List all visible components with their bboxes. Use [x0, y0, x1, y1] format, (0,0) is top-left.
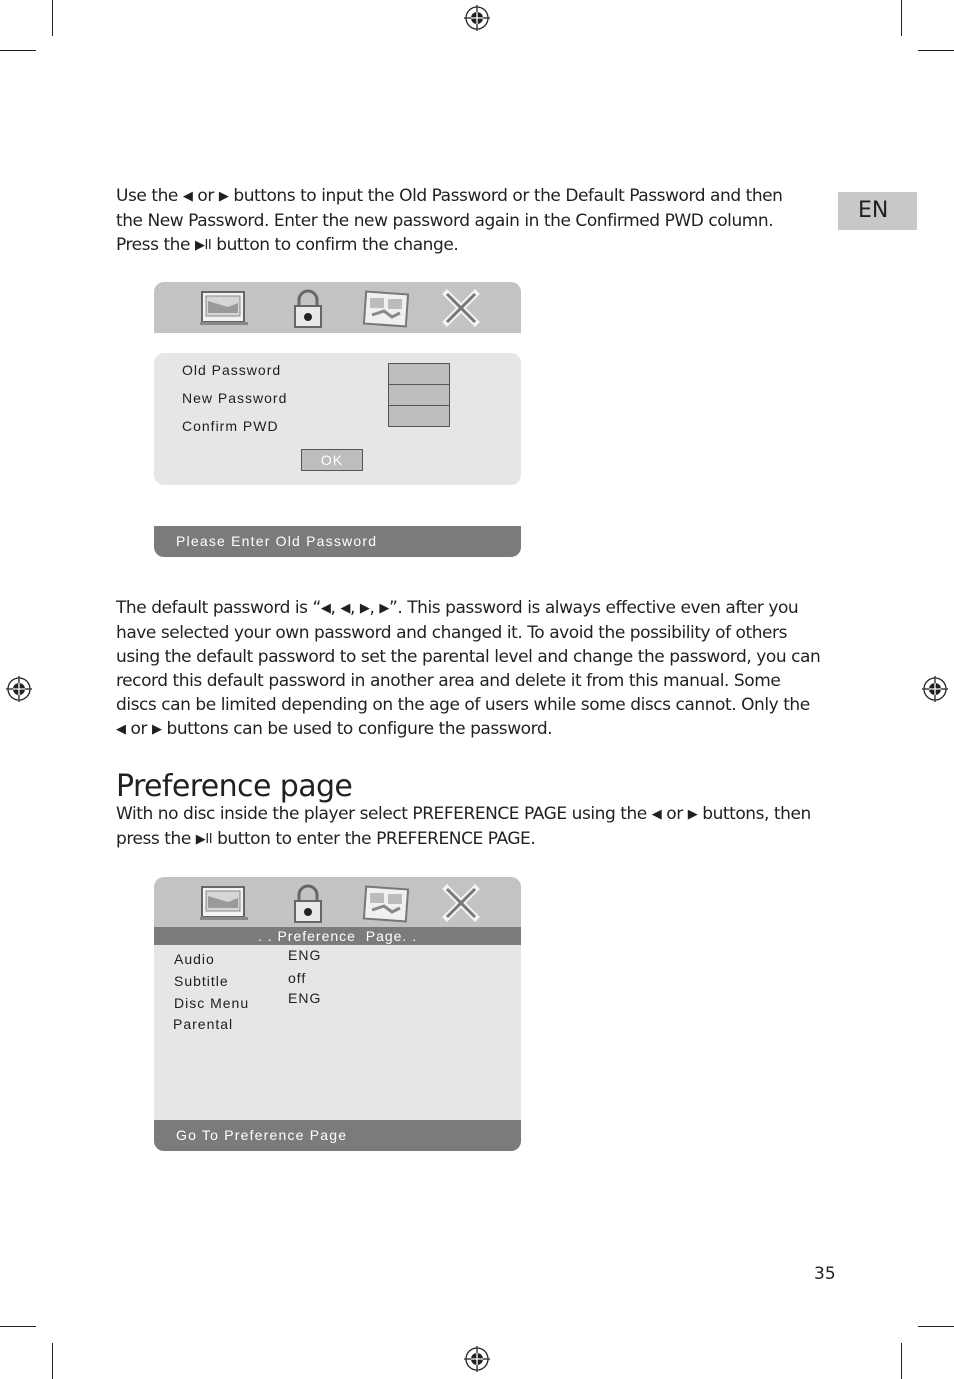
default-line-5: discs can be limited depending on the age of users while some discs cannot. Only the	[116, 695, 810, 715]
registration-mark-icon	[464, 1346, 490, 1372]
default-line-2: have selected your own password and changed it. To avoid the possibility of others	[116, 623, 787, 643]
text: buttons can be used to configure the password.	[161, 719, 553, 739]
exit-icon[interactable]	[442, 289, 480, 327]
text: Press the	[116, 235, 195, 255]
audio-value: ENG	[288, 947, 322, 963]
osd-menu-bar	[154, 877, 521, 928]
preference-paragraph	[116, 802, 846, 852]
text: buttons to input the Old Password or the Default Password and then	[228, 186, 783, 206]
picture-icon[interactable]	[362, 289, 410, 329]
text: press the	[116, 829, 196, 849]
old-password-label: Old Password	[182, 362, 282, 378]
registration-mark-icon	[464, 5, 490, 31]
intro-paragraph	[116, 184, 846, 258]
confirm-pwd-field[interactable]	[388, 405, 450, 427]
menu-item-disc-menu[interactable]: Disc Menu	[174, 995, 250, 1011]
default-line-3: using the default password to set the parental level and change the password, you can	[116, 647, 821, 667]
crop-mark	[52, 1343, 53, 1379]
text: or	[125, 719, 152, 739]
crop-mark	[901, 0, 902, 36]
new-password-field[interactable]	[388, 384, 450, 406]
right-arrow-icon: ▶	[379, 601, 389, 616]
text: buttons, then	[697, 804, 811, 824]
preference-line-1	[116, 802, 846, 827]
default-line-6	[116, 717, 846, 742]
play-pause-icon: ▶II	[195, 832, 213, 847]
password-status-bar: Please Enter Old Password	[154, 526, 521, 557]
text: Use the	[116, 186, 183, 206]
left-arrow-icon: ◀	[340, 601, 350, 616]
text: With no disc inside the player select PREFERENCE PAGE using the	[116, 804, 652, 824]
registration-mark-icon	[6, 676, 32, 702]
registration-mark-icon	[922, 676, 948, 702]
confirm-pwd-label: Confirm PWD	[182, 418, 279, 434]
exit-icon[interactable]	[442, 884, 480, 922]
text: The default password is “	[116, 598, 321, 618]
left-arrow-icon: ◀	[182, 189, 193, 204]
text: ,	[369, 598, 375, 618]
tv-setup-icon[interactable]	[198, 289, 250, 327]
crop-mark	[0, 1326, 36, 1327]
right-arrow-icon: ▶	[359, 601, 370, 616]
intro-line-2: the New Password. Enter the new password again in the Confirmed PWD column.	[116, 211, 774, 231]
tv-setup-icon[interactable]	[198, 884, 250, 922]
menu-item-audio[interactable]: Audio	[174, 951, 215, 967]
preference-heading: Preference page	[116, 769, 353, 804]
menu-item-parental[interactable]: Parental	[173, 1016, 234, 1032]
text: button to enter the PREFERENCE PAGE.	[212, 829, 536, 849]
new-password-label: New Password	[182, 390, 288, 406]
left-arrow-icon: ◀	[116, 722, 126, 737]
crop-mark	[901, 1343, 902, 1379]
lock-icon[interactable]	[290, 289, 326, 329]
language-tab: EN	[838, 192, 917, 230]
disc-menu-value: ENG	[288, 990, 322, 1006]
default-line-1	[116, 596, 846, 621]
intro-line-3	[116, 233, 846, 258]
preference-panel	[154, 945, 521, 1121]
text: or	[192, 186, 219, 206]
text: or	[661, 804, 688, 824]
text: ,	[349, 598, 355, 618]
text: ,	[330, 598, 336, 618]
right-arrow-icon: ▶	[687, 807, 698, 822]
right-arrow-icon: ▶	[218, 189, 229, 204]
crop-mark	[52, 0, 53, 36]
menu-item-subtitle[interactable]: Subtitle	[174, 973, 229, 989]
left-arrow-icon: ◀	[651, 807, 662, 822]
osd-menu-bar	[154, 282, 521, 333]
old-password-field[interactable]	[388, 363, 450, 385]
subtitle-value: off	[288, 970, 307, 986]
lock-icon[interactable]	[290, 884, 326, 924]
default-line-4: record this default password in another area and delete it from this manual. Some	[116, 671, 781, 691]
crop-mark	[0, 50, 36, 51]
intro-line-1	[116, 184, 846, 209]
play-pause-icon: ▶II	[194, 238, 212, 253]
text: button to confirm the change.	[211, 235, 459, 255]
page-number: 35	[814, 1264, 836, 1284]
crop-mark	[918, 1326, 954, 1327]
ok-button[interactable]: OK	[301, 449, 363, 471]
preference-line-2	[116, 827, 846, 852]
preference-status-bar: Go To Preference Page	[154, 1120, 521, 1151]
left-arrow-icon: ◀	[320, 601, 331, 616]
right-arrow-icon: ▶	[151, 722, 162, 737]
preference-page-title: . . Preference Page. .	[257, 928, 418, 944]
text: ”. This password is always effective even after you	[388, 598, 799, 618]
picture-icon[interactable]	[362, 884, 410, 924]
default-password-paragraph	[116, 596, 846, 742]
crop-mark	[918, 50, 954, 51]
